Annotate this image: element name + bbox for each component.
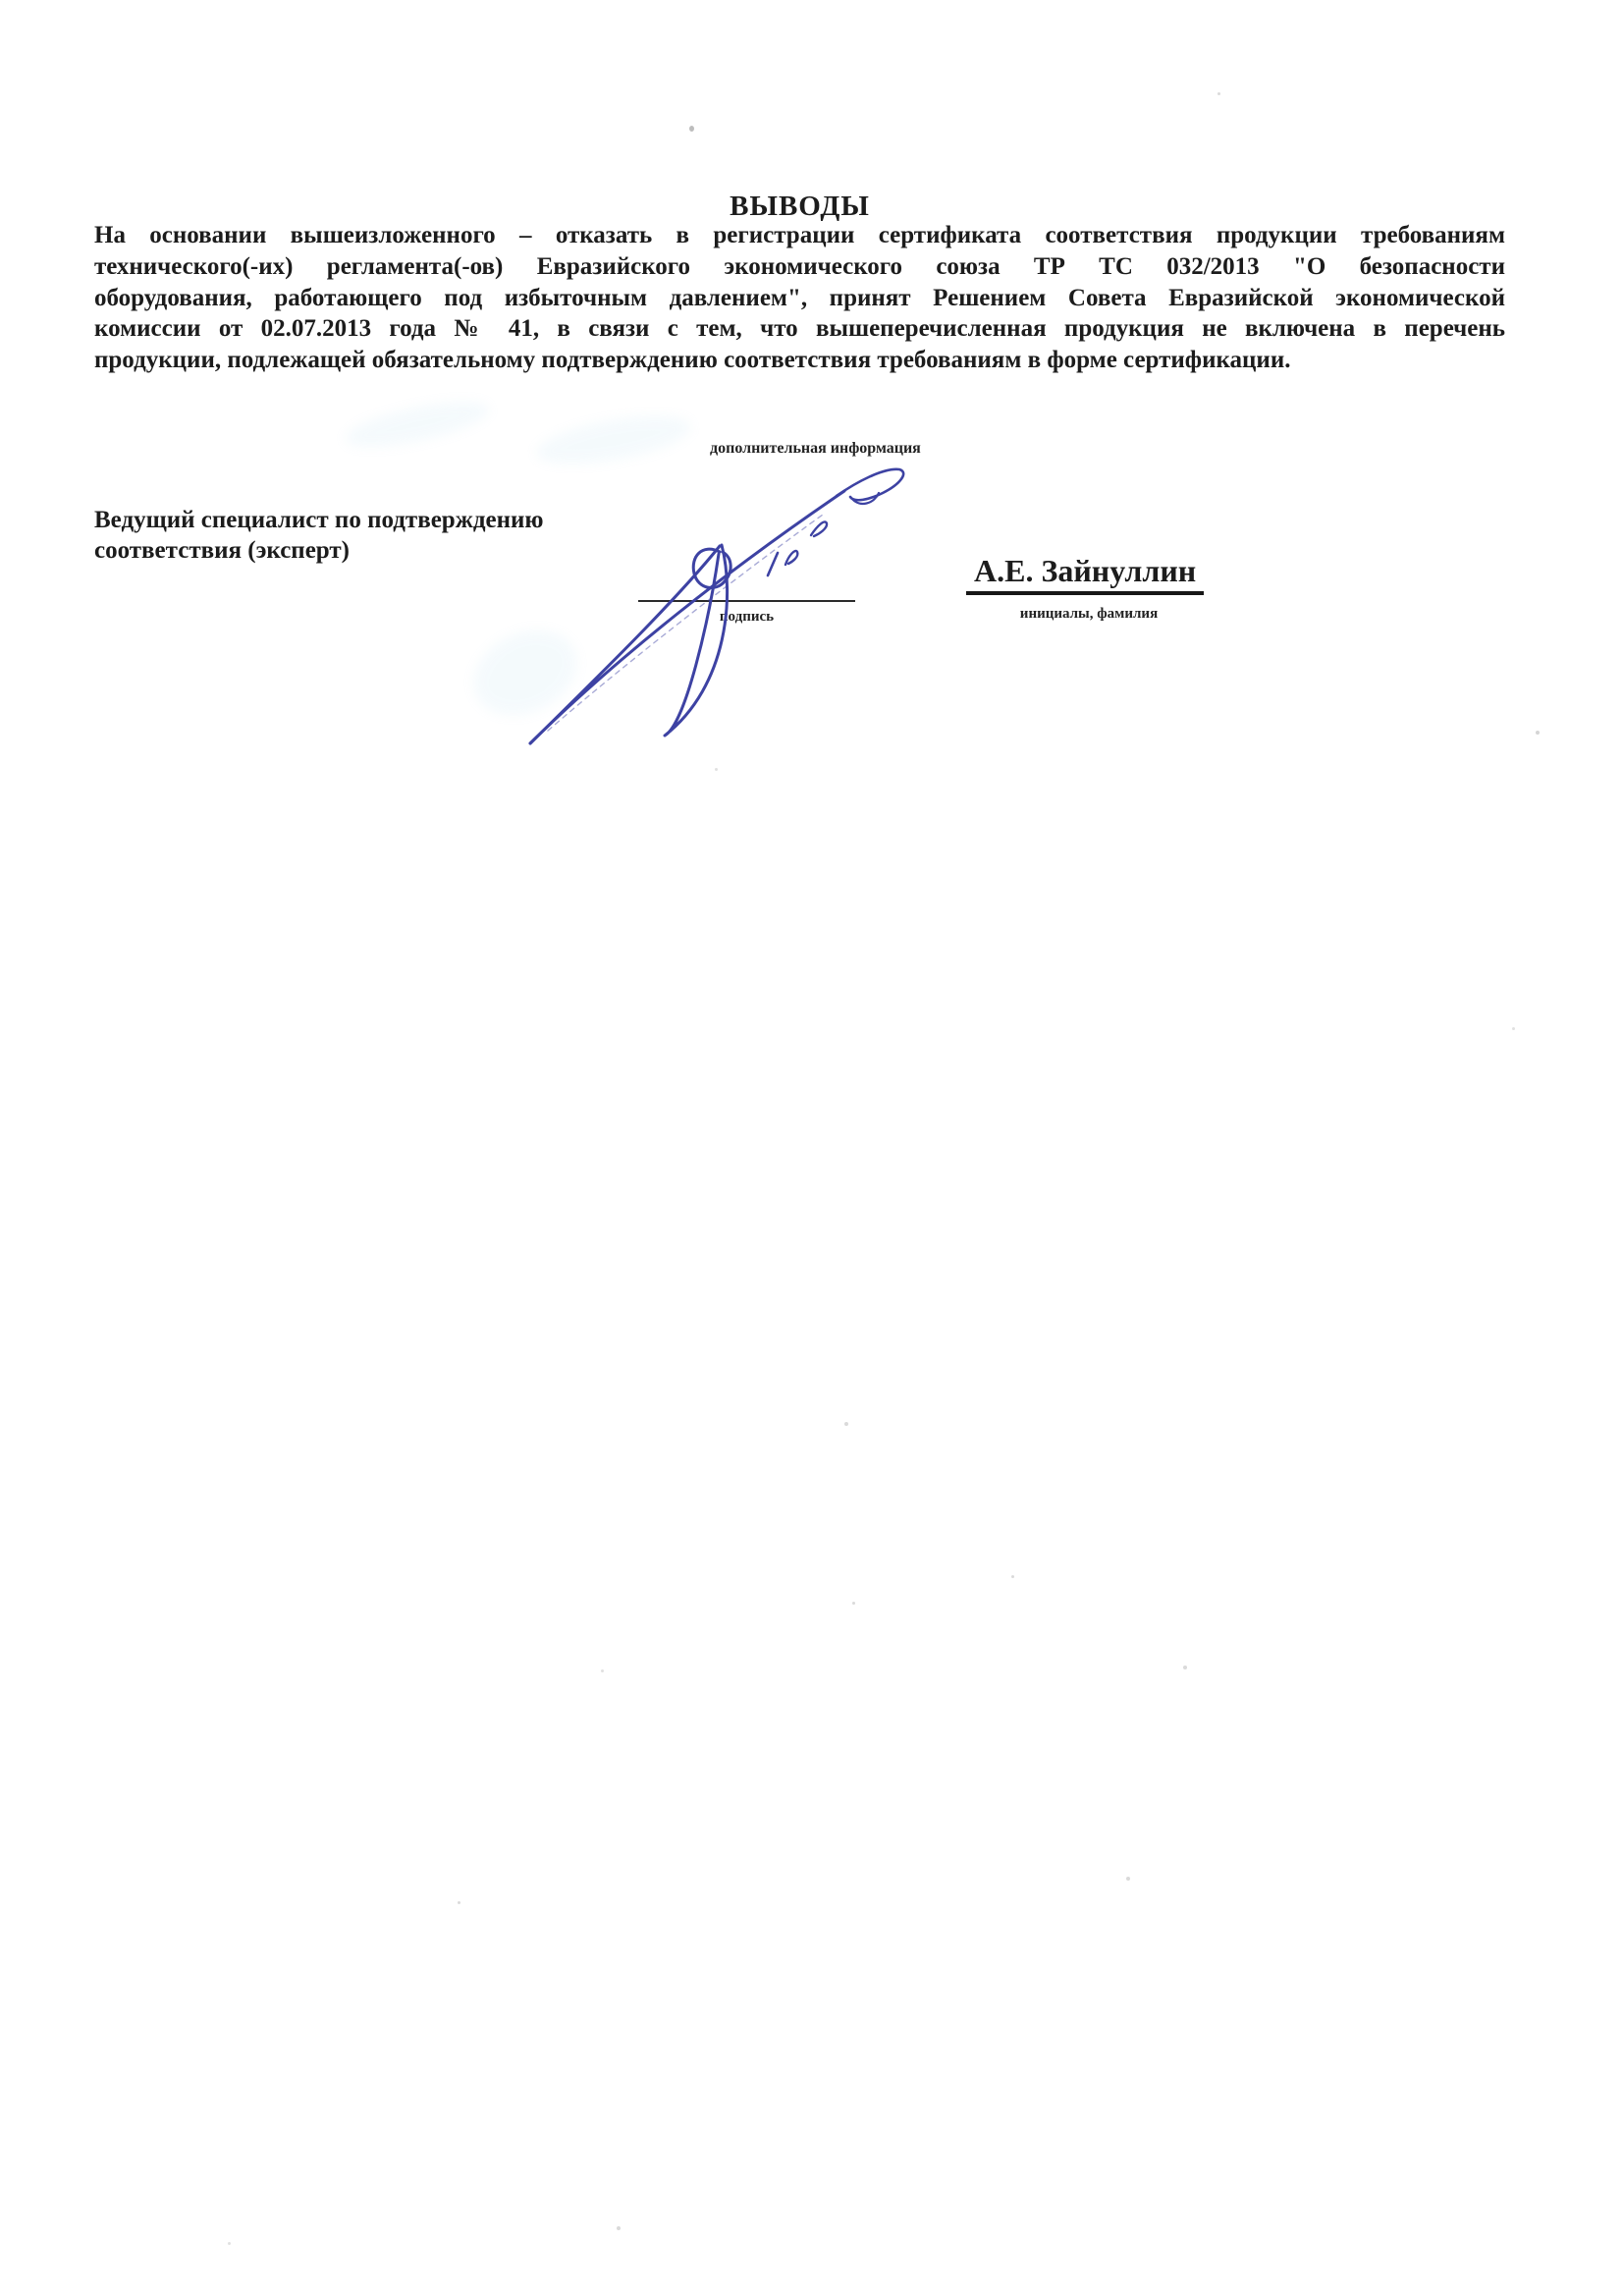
scan-speck <box>1011 1575 1014 1578</box>
scan-speck <box>689 126 694 132</box>
paragraph-line: оборудования, работающего под избыточным давлением", принят Решением Совета Евразийской экономической <box>94 284 1505 311</box>
scan-speck <box>1183 1666 1187 1669</box>
paragraph-line: На основании вышеизложенного – отказать в регистрации сертификата соответствия продукции требованиям <box>94 222 1505 248</box>
scan-speck <box>228 2242 231 2245</box>
scan-speck <box>1217 92 1220 95</box>
scan-speck <box>844 1422 848 1426</box>
additional-info-label: дополнительная информация <box>710 440 921 457</box>
name-caption: инициалы, фамилия <box>1019 606 1159 622</box>
scan-speck <box>1512 1027 1515 1030</box>
document-title: ВЫВОДЫ <box>730 191 870 222</box>
paragraph-line: продукции, подлежащей обязательному подтверждению соответствия требованиям в форме сертификации. <box>94 347 1291 374</box>
handwritten-signature <box>461 442 933 766</box>
scan-speck <box>1536 731 1540 735</box>
scan-speck <box>458 1901 460 1904</box>
paragraph-line: комиссии от 02.07.2013 года № 41, в связи с тем, что вышеперечисленная продукция не включена в перечень <box>94 315 1505 343</box>
scan-speck <box>617 2226 621 2230</box>
paragraph-line: технического(-их) регламента(-ов) Евразийского экономического союза ТР ТС 032/2013 "О безопасности <box>94 252 1505 280</box>
conclusions-paragraph <box>94 220 1505 376</box>
scan-speck <box>715 768 718 771</box>
signer-name: А.Е. Зайнуллин <box>966 553 1204 595</box>
scan-speck <box>601 1669 604 1672</box>
signature-caption: подпись <box>719 609 775 625</box>
signer-role-line2: соответствия (эксперт) <box>94 537 350 564</box>
signer-role-line1: Ведущий специалист по подтверждению <box>94 507 544 533</box>
scan-speck <box>1126 1877 1130 1881</box>
scan-speck <box>852 1602 855 1605</box>
